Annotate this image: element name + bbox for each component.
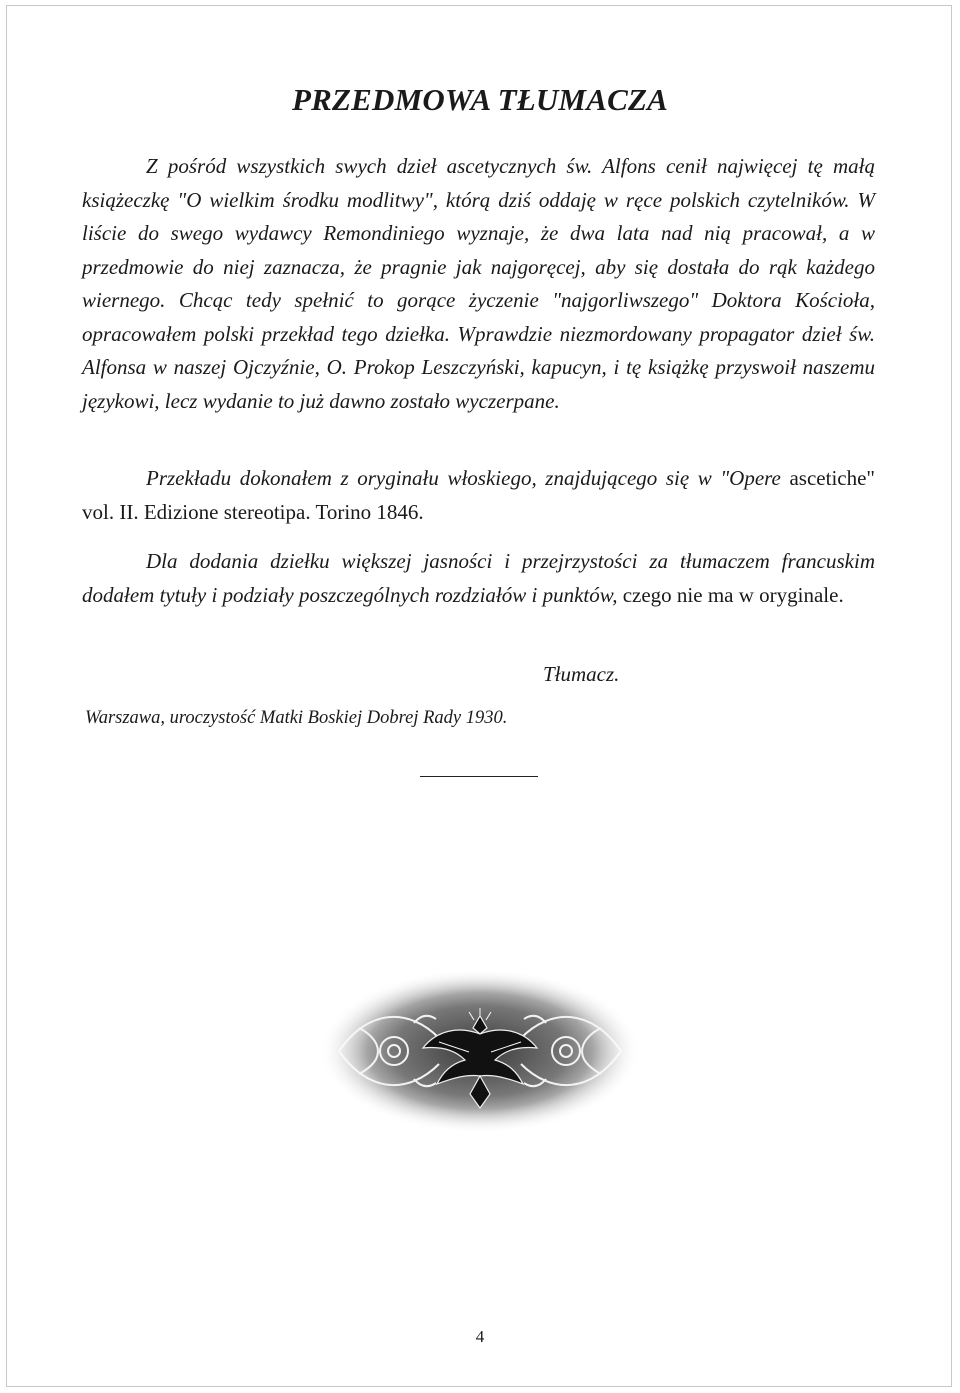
preface-paragraph-3-plain: czego nie ma w oryginale. (622, 582, 844, 607)
place-date-line: Warszawa, uroczystość Matki Boskiej Dobrej Rady 1930. (85, 708, 508, 728)
separator-rule (420, 776, 538, 777)
preface-paragraph-1-text: Z pośród wszystkich swych dzieł ascetycznych św. Alfons cenił najwięcej tę małą książeczkę "O wielkim środku modlitwy", którą dziś oddaję w ręce polskich czytelników. W liście do swego wydawcy Remondiniego wyznaje, że dwa lata nad nią pracował, a w przedmowie do niej zaznacza, że pragnie jak najgoręcej, aby się dostała do rąk każdego wiernego. Chcąc tedy spełnić to gorące życzenie "najgorliwszego" Doktora Kościoła, opracowałem polski przekład tego dziełka. Wprawdzie niezmordowany propagator dzieł św. Alfonsa w naszej Ojczyźnie, O. Prokop Leszczyński, kapucyn, i tę książkę przyswoił naszemu językowi, lecz wydanie to już dawno zostało wyczerpane. (82, 154, 875, 413)
page-number: 4 (475, 1327, 485, 1346)
preface-paragraph-2 (82, 462, 875, 529)
translator-signature: Tłumacz. (543, 662, 620, 686)
preface-paragraph-2-italic: Przekładu dokonałem z oryginału włoskiego, znajdującego się w "Opere (146, 466, 781, 490)
preface-paragraph-1 (82, 150, 875, 418)
page-title: PRZEDMOWA TŁUMACZA (292, 82, 668, 117)
preface-paragraph-2-plain: ascetiche" vol. II. Edizione stereotipa. Torino 1846. (82, 466, 876, 524)
preface-paragraph-3-italic: Dla dodania dziełku większej jasności i przejrzystości za tłumaczem francuskim dodałem tytuły i podziały poszczególnych rozdziałów i punktów, (82, 549, 875, 607)
preface-paragraph-3 (82, 545, 875, 612)
ornament-eagle-icon (319, 968, 641, 1134)
